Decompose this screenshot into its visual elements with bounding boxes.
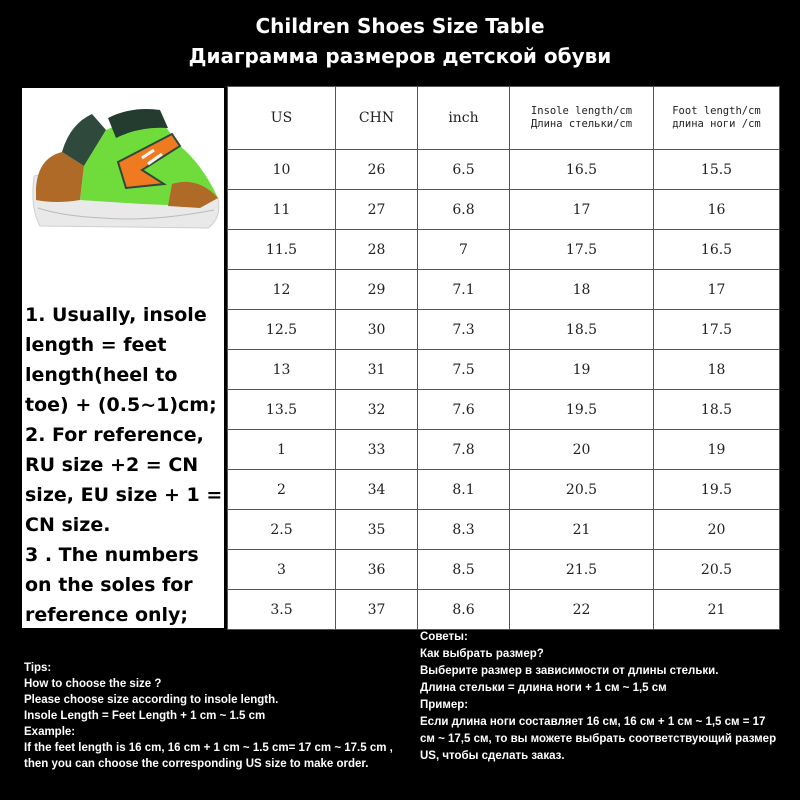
table-row: [228, 550, 780, 590]
cell-chn: 34: [336, 470, 418, 510]
table-row: [228, 150, 780, 190]
cell-inch: 8.5: [418, 550, 510, 590]
tips-line: Example:: [24, 726, 76, 738]
cell-inch: 8.1: [418, 470, 510, 510]
cell-inch: 6.5: [418, 150, 510, 190]
cell-foot: 21: [654, 590, 780, 630]
cell-insole: 17: [510, 190, 654, 230]
tips-russian: [420, 629, 776, 765]
cell-us: 3.5: [228, 590, 336, 630]
column-header-foot-length: Foot length/cm длина ноги /cm: [654, 87, 780, 150]
table-header-row: [228, 87, 780, 150]
cell-inch: 8.3: [418, 510, 510, 550]
cell-foot: 18: [654, 350, 780, 390]
table-row: [228, 310, 780, 350]
cell-us: 2.5: [228, 510, 336, 550]
table-row: [228, 230, 780, 270]
tips-line: см ~ 17,5 см, то вы можете выбрать соответствующий размер: [420, 733, 777, 745]
column-header-chn: CHN: [336, 87, 418, 150]
cell-insole: 21.5: [510, 550, 654, 590]
cell-inch: 7.3: [418, 310, 510, 350]
tips-line: Если длина ноги составляет 16 см, 16 см + 1 см ~ 1,5 см = 17: [420, 716, 766, 728]
cell-inch: 7.5: [418, 350, 510, 390]
tips-line: Пример:: [420, 699, 469, 711]
cell-insole: 17.5: [510, 230, 654, 270]
note-item: 3 . The numbers on the soles for reference only;: [25, 544, 199, 626]
column-header-insole-length: Insole length/cm Длина стельки/cm: [510, 87, 654, 150]
cell-us: 13: [228, 350, 336, 390]
table-row: [228, 510, 780, 550]
cell-us: 12.5: [228, 310, 336, 350]
cell-us: 13.5: [228, 390, 336, 430]
table-row: [228, 430, 780, 470]
cell-chn: 33: [336, 430, 418, 470]
notes-list: [25, 300, 225, 630]
table-row: [228, 270, 780, 310]
page-title-russian: Диаграмма размеров детской обуви: [188, 44, 612, 68]
cell-us: 3: [228, 550, 336, 590]
cell-insole: 20: [510, 430, 654, 470]
tips-line: Советы:: [420, 631, 468, 643]
table-row: [228, 390, 780, 430]
tips-line: US, чтобы сделать заказ.: [420, 750, 565, 762]
cell-chn: 30: [336, 310, 418, 350]
page-title-english: Children Shoes Size Table: [255, 14, 545, 38]
cell-chn: 32: [336, 390, 418, 430]
cell-chn: 31: [336, 350, 418, 390]
tips-line: If the feet length is 16 cm, 16 cm + 1 cm ~ 1.5 cm= 17 cm ~ 17.5 cm ,: [24, 742, 393, 754]
cell-inch: 8.6: [418, 590, 510, 630]
column-header-inch: inch: [418, 87, 510, 150]
cell-foot: 20.5: [654, 550, 780, 590]
cell-chn: 27: [336, 190, 418, 230]
tips-english: [24, 660, 393, 772]
cell-foot: 15.5: [654, 150, 780, 190]
table-row: [228, 590, 780, 630]
cell-us: 1: [228, 430, 336, 470]
cell-insole: 18: [510, 270, 654, 310]
tips-line: Выберите размер в зависимости от длины стельки.: [420, 665, 719, 677]
table-row: [228, 350, 780, 390]
cell-insole: 19.5: [510, 390, 654, 430]
cell-foot: 20: [654, 510, 780, 550]
cell-us: 2: [228, 470, 336, 510]
table-row: [228, 190, 780, 230]
tips-line: Длина стельки = длина ноги + 1 см ~ 1,5 см: [420, 682, 667, 694]
cell-foot: 19: [654, 430, 780, 470]
cell-us: 12: [228, 270, 336, 310]
tips-line: Tips:: [24, 662, 52, 674]
tips-line: How to choose the size ?: [24, 678, 162, 690]
cell-foot: 16.5: [654, 230, 780, 270]
kids-sneaker-image: [22, 88, 224, 238]
cell-foot: 16: [654, 190, 780, 230]
cell-chn: 36: [336, 550, 418, 590]
cell-inch: 7: [418, 230, 510, 270]
cell-chn: 37: [336, 590, 418, 630]
cell-us: 11.5: [228, 230, 336, 270]
cell-inch: 7.6: [418, 390, 510, 430]
left-panel: [22, 88, 224, 628]
cell-insole: 20.5: [510, 470, 654, 510]
tips-line: Как выбрать размер?: [420, 648, 544, 660]
cell-insole: 21: [510, 510, 654, 550]
note-item: 2. For reference, RU size +2 = CN size, EU size + 1 = CN size.: [25, 424, 223, 536]
cell-foot: 17.5: [654, 310, 780, 350]
tips-line: then you can choose the corresponding US size to make order.: [24, 758, 369, 770]
cell-inch: 6.8: [418, 190, 510, 230]
cell-chn: 35: [336, 510, 418, 550]
cell-insole: 18.5: [510, 310, 654, 350]
cell-foot: 17: [654, 270, 780, 310]
tips-line: Insole Length = Feet Length + 1 cm ~ 1.5 cm: [24, 710, 266, 722]
cell-chn: 26: [336, 150, 418, 190]
cell-us: 10: [228, 150, 336, 190]
cell-foot: 19.5: [654, 470, 780, 510]
table-row: [228, 470, 780, 510]
cell-insole: 19: [510, 350, 654, 390]
cell-chn: 28: [336, 230, 418, 270]
size-table: [227, 86, 780, 630]
tips-line: Please choose size according to insole length.: [24, 694, 279, 706]
cell-insole: 22: [510, 590, 654, 630]
cell-chn: 29: [336, 270, 418, 310]
note-item: 1. Usually, insole length = feet length(heel to toe) + (0.5~1)cm;: [25, 304, 217, 416]
cell-inch: 7.8: [418, 430, 510, 470]
cell-insole: 16.5: [510, 150, 654, 190]
column-header-us: US: [228, 87, 336, 150]
cell-inch: 7.1: [418, 270, 510, 310]
cell-foot: 18.5: [654, 390, 780, 430]
cell-us: 11: [228, 190, 336, 230]
